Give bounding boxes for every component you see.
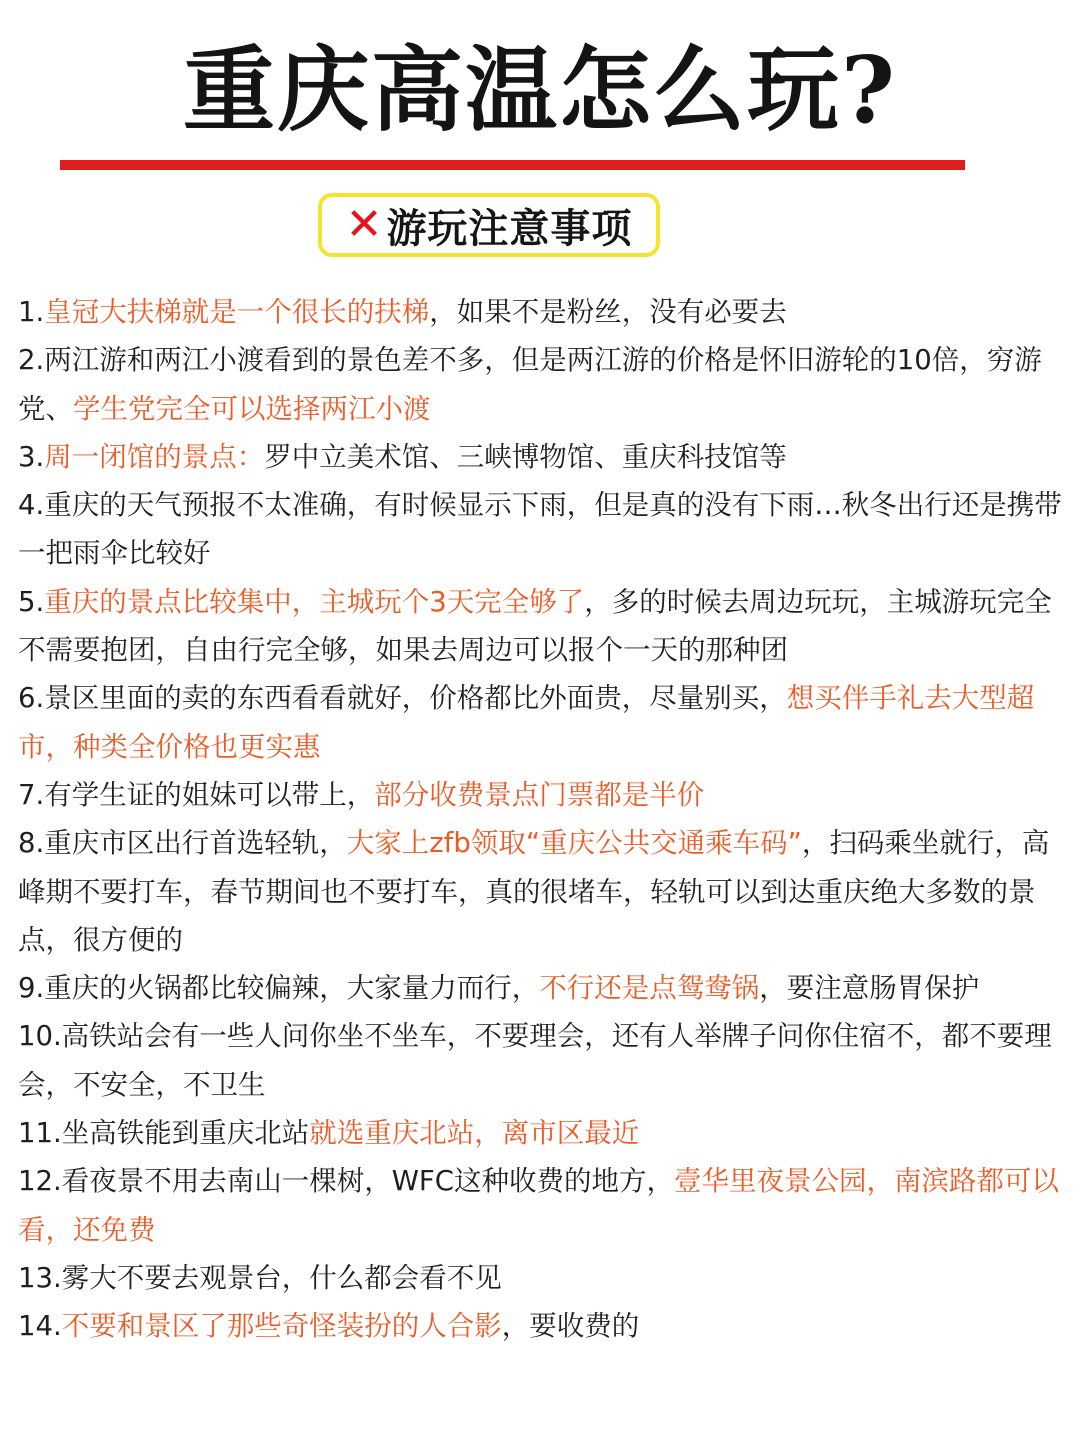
- list-item: [18, 819, 1063, 964]
- title-divider: [60, 160, 965, 170]
- section-heading: 游玩注意事项: [386, 204, 633, 252]
- list-item: [18, 578, 1063, 675]
- list-item: [18, 1254, 1063, 1302]
- item-text: ，要收费的: [501, 1310, 640, 1343]
- item-number: 8.: [18, 827, 45, 860]
- item-text: 看夜景不用去南山一棵树，WFC这种收费的地方，: [61, 1165, 674, 1198]
- highlighted-text: 部分收费景点门票都是半价: [374, 778, 705, 811]
- item-text: ，要注意肠胃保护: [759, 972, 980, 1005]
- list-item: [18, 1012, 1063, 1109]
- highlighted-text: 不行还是点鸳鸯锅: [539, 972, 760, 1005]
- item-number: 10.: [18, 1020, 62, 1053]
- item-text: ，多的时候去周边玩玩，主城游玩完全不需要抱团，自由行完全够，如果去周边可以报个一天的那种团: [18, 585, 1052, 667]
- item-text: 有学生证的姐妹可以带上，: [44, 778, 375, 811]
- list-item: [18, 433, 1063, 481]
- item-text: 罗中立美术馆、三峡博物馆、重庆科技馆等: [264, 440, 787, 473]
- item-text: ，如果不是粉丝，没有必要去: [429, 296, 787, 328]
- item-text: 两江游和两江小渡看到的景色差不多，但是两江游的价格是怀旧游轮的10倍，穷游党、: [18, 344, 1042, 425]
- page-title: 重庆高温怎么玩?: [183, 36, 897, 144]
- list-item: [18, 964, 1063, 1012]
- item-text: 重庆的火锅都比较偏辣，大家量力而行，: [44, 972, 540, 1005]
- item-text: 坐高铁能到重庆北站: [61, 1117, 310, 1150]
- highlighted-text: 皇冠大扶梯就是一个很长的扶梯: [44, 296, 430, 328]
- item-number: 13.: [18, 1261, 62, 1294]
- item-number: 7.: [18, 778, 45, 811]
- highlighted-text: 周一闭馆的景点：: [44, 440, 265, 473]
- item-number: 5.: [18, 585, 45, 618]
- item-number: 2.: [18, 344, 45, 377]
- list-item: [18, 481, 1063, 578]
- highlighted-text: 就选重庆北站，离市区最近: [309, 1117, 640, 1150]
- list-item: [18, 1109, 1063, 1157]
- cross-icon: ✕: [345, 199, 383, 250]
- list-item: [18, 336, 1063, 433]
- item-number: 11.: [18, 1117, 62, 1150]
- section-badge: [318, 193, 660, 257]
- highlighted-text: 重庆的景点比较集中，主城玩个3天完全够了: [44, 585, 585, 618]
- item-text: 重庆市区出行首选轻轨，: [44, 827, 347, 860]
- highlighted-text: 不要和景区了那些奇怪装扮的人合影: [61, 1310, 502, 1343]
- item-text: 雾大不要去观景台，什么都会看不见: [61, 1261, 502, 1294]
- highlighted-text: 想买伴手礼去大型超市，种类全价格也更实惠: [18, 682, 1035, 763]
- item-text: 重庆的天气预报不太准确，有时候显示下雨，但是真的没有下雨…秋冬出行还是携带一把雨伞比较好: [18, 489, 1062, 570]
- list-item: [18, 1157, 1063, 1254]
- item-number: 9.: [18, 972, 45, 1005]
- highlighted-text: 大家上zfb领取“重庆公共交通乘车码”: [346, 827, 802, 860]
- item-number: 14.: [18, 1310, 62, 1343]
- item-text: ，扫码乘坐就行，高峰期不要打车，春节期间也不要打车，真的很堵车，轻轨可以到达重庆绝大多数的景点，很方便的: [18, 827, 1050, 956]
- item-number: 4.: [18, 489, 45, 522]
- item-number: 6.: [18, 682, 45, 715]
- highlighted-text: 壹华里夜景公园，南滨路都可以看，还免费: [18, 1165, 1059, 1246]
- item-number: 3.: [18, 440, 45, 473]
- list-item: [18, 1302, 1063, 1350]
- tips-list: [18, 288, 1063, 1351]
- item-number: 1.: [18, 296, 45, 328]
- item-text: 高铁站会有一些人问你坐不坐车，不要理会，还有人举牌子问你住宿不，都不要理会，不安全，不卫生: [18, 1020, 1052, 1101]
- highlighted-text: 学生党完全可以选择两江小渡: [73, 392, 431, 425]
- item-text: 景区里面的卖的东西看看就好，价格都比外面贵，尽量别买，: [44, 682, 787, 715]
- item-number: 12.: [18, 1165, 62, 1198]
- list-item: [18, 771, 1063, 819]
- list-item: [18, 288, 1063, 336]
- list-item: [18, 674, 1063, 771]
